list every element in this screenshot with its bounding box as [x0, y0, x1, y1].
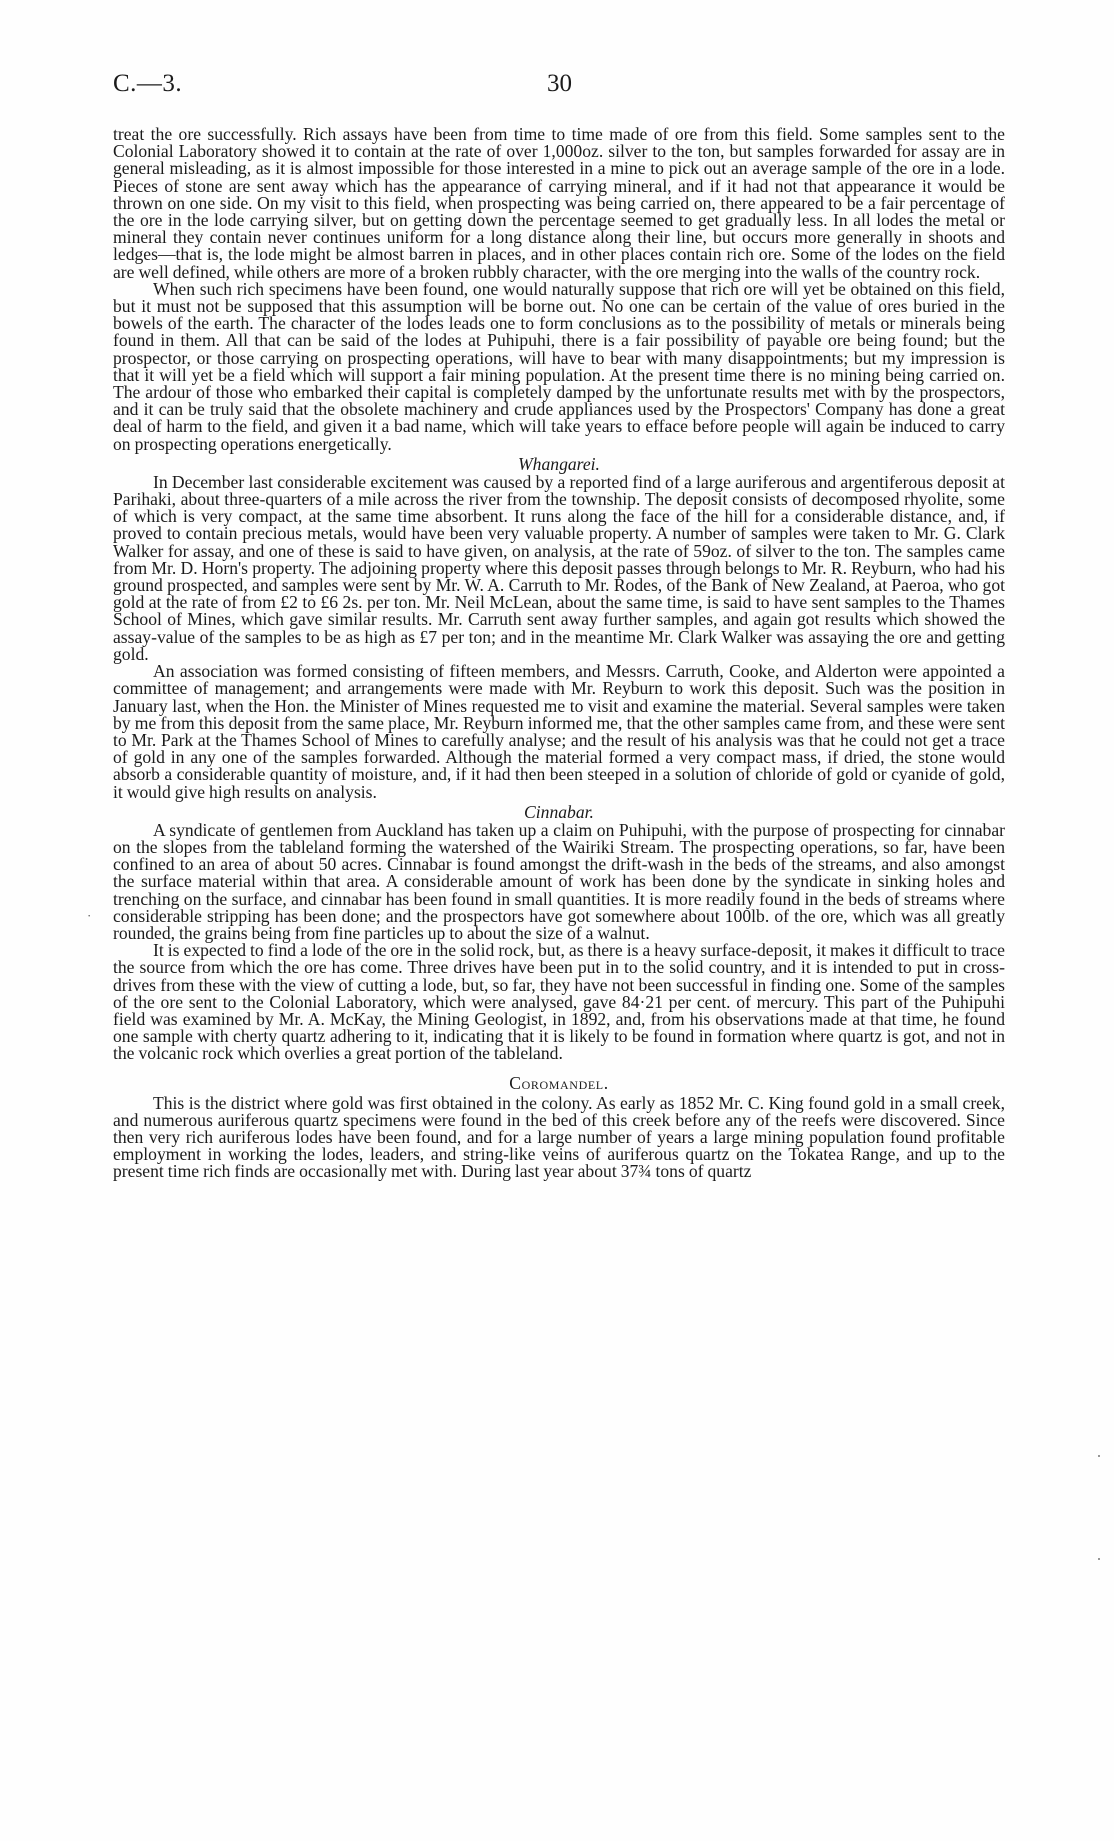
paragraph-association: An association was formed consisting of fifteen members, and Messrs. Carruth, Cooke, and Alderton were appointed a committee of management; and arrangements were made with Mr. Reyburn to work this deposit. Such was the position in January last, when the Hon. the Minister of Mines requested me to visit and examine the material. Several samples were taken by me from this deposit from the same place, Mr. Reyburn informed me, that the other samples came from, and these were sent to Mr. Park at the Thames School of Mines to carefully analyse; and the result of his analysis was that he could not get a trace of gold in any one of the samples forwarded. Although the material formed a very compact mass, if dried, the stone would absorb a considerable quantity of moisture, and, if it had then been steeped in a solution of chloride of gold or cyanide of gold, it would give high results on analysis. — [113, 661, 1005, 802]
body-text — [113, 126, 1005, 1181]
section-heading-whangarei: Whangarei. — [518, 453, 600, 474]
section-heading-coromandel: Coromandel. — [509, 1072, 609, 1093]
paragraph-cinnabar-lode: It is expected to find a lode of the ore in the solid rock, but, as there is a heavy surface-deposit, it makes it difficult to trace the source from which the ore has come. Three drives have been put in to the solid country, and it is intended to put in cross-drives from these with the view of cutting a lode, but, so far, they have not been successful in finding one. Some of the samples of the ore sent to the Colonial Laboratory, which were analysed, gave 84·21 per cent. of mercury. This part of the Puhipuhi field was examined by Mr. A. McKay, the Mining Geologist, in 1892, and, from his observations made at that time, he found one sample with cherty quartz adhering to it, indicating that it is likely to be found in formation where quartz is got, and not in the volcanic rock which overlies a great portion of the tableland. — [113, 940, 1005, 1064]
paragraph-ore-assays: treat the ore successfully. Rich assays have been from time to time made of ore from this field. Some samples sent to the Colonial Laboratory showed it to contain at the rate of over 1,000oz. silver to the ton, but samples forwarded for assay are in general misleading, as it is almost impossible for those interested in a mine to pick out an average sample of the ore in a lode. Pieces of stone are sent away which has the appearance of carrying mineral, and if it had not that appearance it would be thrown on one side. On my visit to this field, when prospecting was being carried on, there appeared to be a fair percentage of the ore in the lode carrying silver, but on getting down the percentage seemed to get gradually less. In all lodes the metal or mineral they contain never continues uniform for a long distance along their line, but occurs more generally in shoots and ledges—that is, the lode might be almost barren in places, and in other places contain rich ore. Some of the lodes on the field are well defined, while others are more of a broken rubbly character, with the ore merging into the walls of the country rock. — [113, 124, 1005, 282]
scan-speck — [1098, 1558, 1100, 1560]
paragraph-parihaki-deposit: In December last considerable excitement was caused by a reported find of a large auriferous and argentiferous deposit at Parihaki, about three-quarters of a mile across the river from the township. The deposit consists of decomposed rhyolite, some of which is very compact, at the same time absorbent. It runs along the face of the hill for a considerable distance, and, if proved to contain precious metals, would have been very valuable property. A number of samples were taken to Mr. G. Clark Walker for assay, and one of these is said to have given, on analysis, at the rate of 59oz. of silver to the ton. The samples came from Mr. D. Horn's property. The adjoining property where this deposit passes through belongs to Mr. R. Reyburn, who had his ground prospected, and samples were sent by Mr. W. A. Carruth to Mr. Rodes, of the Bank of New Zealand, at Paeroa, who got gold at the rate of from £2 to £6 2s. per ton. Mr. Neil McLean, about the same time, is said to have sent samples to the Thames School of Mines, which gave similar results. Mr. Carruth sent away further samples, and again got results which showed the assay-value of the samples to be as high as £7 per ton; and in the meantime Mr. Clark Walker was assaying the ore and getting gold. — [113, 471, 1005, 664]
paragraph-coromandel-district: This is the district where gold was first obtained in the colony. As early as 1852 Mr. C. King found gold in a small creek, and numerous auriferous quartz specimens were found in the bed of this creek before any of the reefs were discovered. Since then very rich auriferous lodes have been found, and for a large number of years a large mining population found profitable employment in working the lodes, leaders, and string-like veins of auriferous quartz on the Tokatea Range, and up to the present time rich finds are occasionally met with. During last year about 37¾ tons of quartz — [113, 1092, 1005, 1182]
page-number: 30 — [547, 70, 572, 97]
margin-dot-mark: · — [87, 908, 92, 923]
scan-speck — [1098, 1455, 1100, 1457]
paragraph-rich-specimens: When such rich specimens have been found, one would naturally suppose that rich ore will yet be obtained on this field, but it must not be supposed that this assumption will be borne out. No one can be certain of the value of ores buried in the bowels of the earth. The character of the lodes leads one to form conclusions as to the possibility of metals or minerals being found in them. All that can be said of the lodes at Puhipuhi, there is a fair possibility of payable ore being found; but the prospector, or those carrying on prospecting operations, will have to bear with many disappointments; but my impression is that it will yet be a field which will support a fair mining population. At the present time there is no mining being carried on. The ardour of those who embarked their capital is completely damped by the unfortunate results met with by the prospectors, and it can be truly said that the obsolete machinery and crude appliances used by the Prospectors' Company has done a great deal of harm to the field, and given it a bad name, which will take years to efface before people will again be induced to carry on prospecting operations energetically. — [113, 278, 1005, 454]
page-header — [0, 70, 1114, 110]
document-code: C.—3. — [113, 70, 183, 97]
paragraph-cinnabar-syndicate: A syndicate of gentlemen from Auckland has taken up a claim on Puhipuhi, with the purpose of prospecting for cinnabar on the slopes from the tableland forming the watershed of the Wairiki Stream. The prospecting operations, so far, have been confined to an area of about 50 acres. Cinnabar is found amongst the drift-wash in the beds of the streams, and also amongst the surface material within that area. A considerable amount of work has been done by the syndicate in sinking holes and trenching on the surface, and cinnabar has been found in small quantities. It is more readily found in the beds of streams where considerable stripping has been done; and the prospectors have got somewhere about 100lb. of the ore, which was all greatly rounded, the grains being from fine particles up to about the size of a walnut. — [113, 819, 1005, 943]
section-heading-cinnabar: Cinnabar. — [524, 801, 594, 822]
